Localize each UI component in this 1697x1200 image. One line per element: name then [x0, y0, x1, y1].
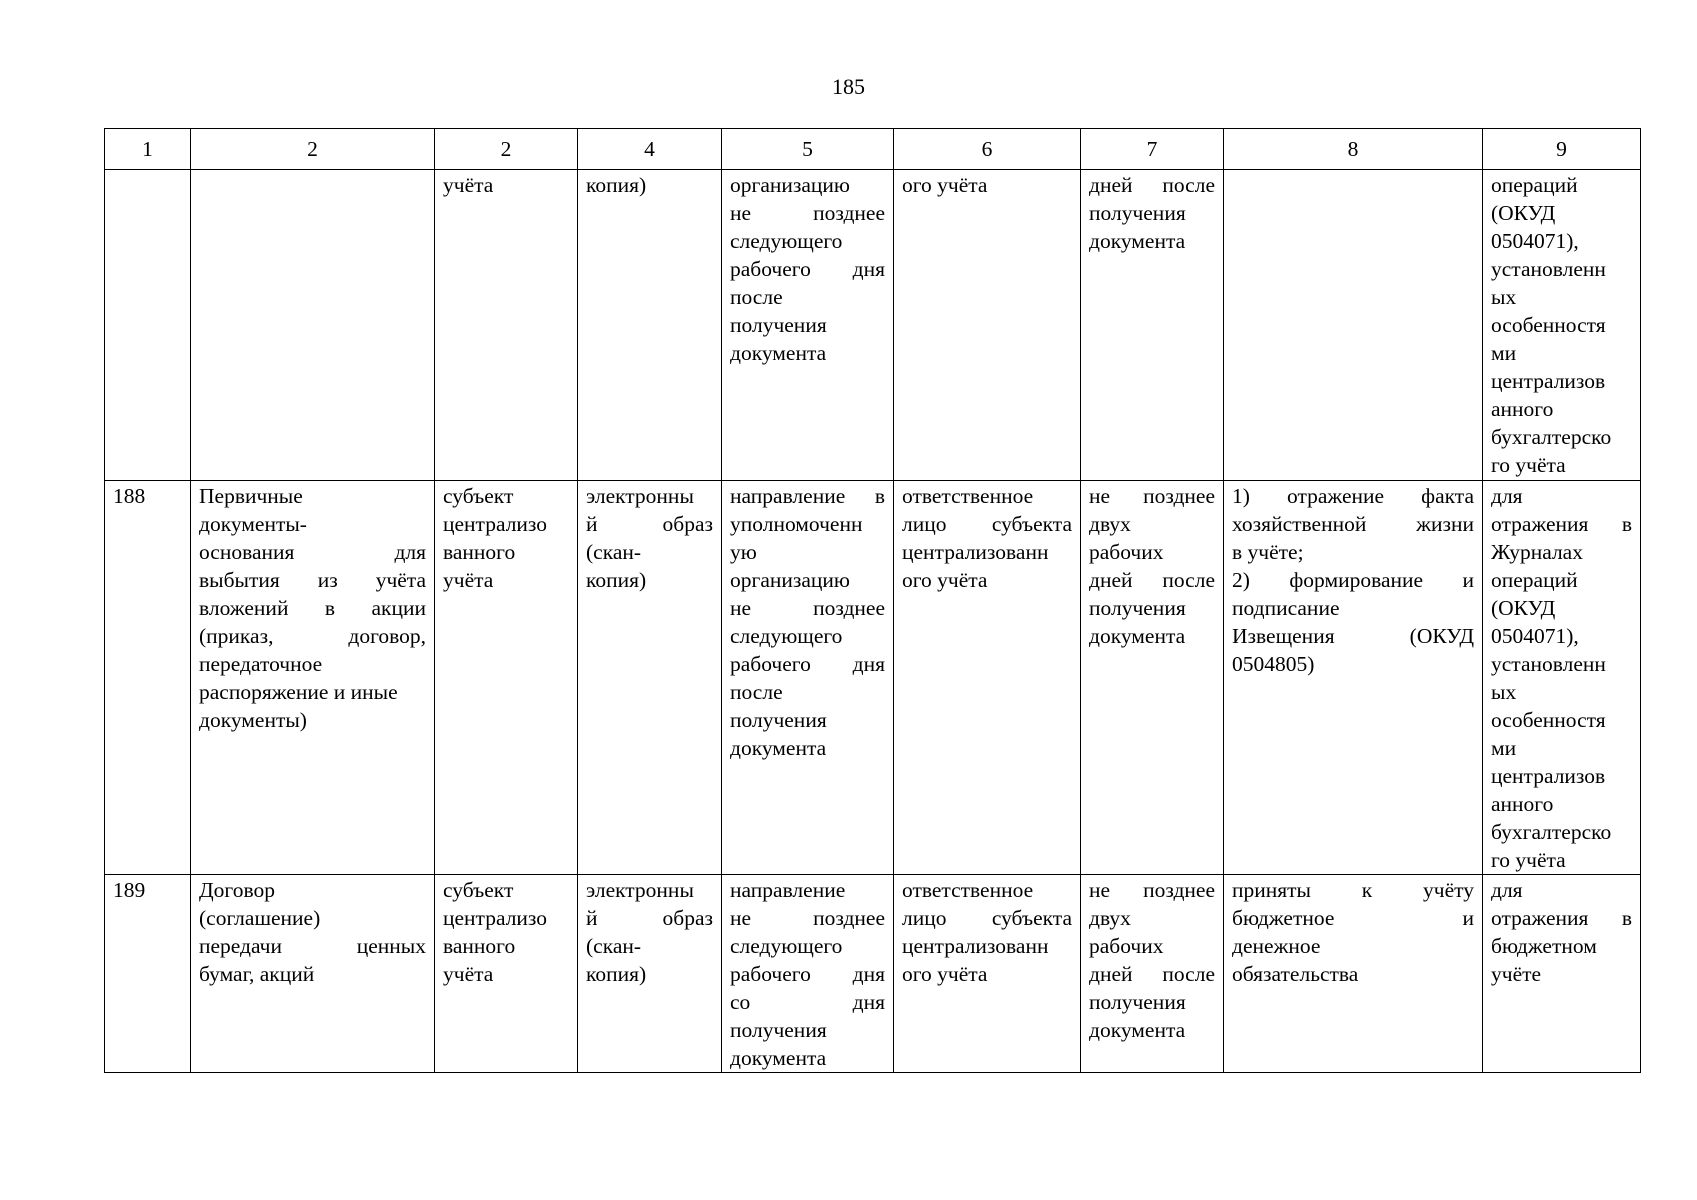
cell-text-line: ответственное: [902, 484, 1034, 508]
cell-text-line: операций: [1491, 568, 1578, 592]
cell-text-line: бухгалтерско: [1491, 820, 1612, 844]
table-cell: [105, 875, 191, 1073]
cell-text-line: двух: [1089, 512, 1131, 536]
table-header-row: [105, 129, 1641, 170]
cell-text-line: 1) отражение факта: [1232, 484, 1474, 508]
cell-text-line: документа: [1089, 229, 1186, 253]
cell-text-line: документа: [730, 1046, 827, 1070]
cell-text-line: учёта: [443, 173, 494, 197]
cell-text-line: документа: [730, 341, 827, 365]
cell-text-line: электронны: [586, 484, 694, 508]
cell-text-line: после: [730, 285, 783, 309]
cell-text-line: анного: [1491, 792, 1554, 816]
table-row: [105, 170, 1641, 481]
cell-text-line: ого учёта: [902, 568, 988, 592]
cell-text-line: лицо субъекта: [902, 512, 1072, 536]
cell-text-line: Журналах: [1491, 540, 1583, 564]
cell-text-line: обязательства: [1232, 962, 1359, 986]
table-cell: [191, 170, 435, 481]
table-cell: [1483, 170, 1641, 481]
table-cell: [578, 481, 722, 875]
cell-text-line: вложений в акции: [199, 596, 426, 620]
cell-text-line: централизов: [1491, 764, 1606, 788]
cell-text-line: получения: [730, 313, 827, 337]
cell-text-line: установленн: [1491, 257, 1606, 281]
table-cell: [1081, 481, 1224, 875]
cell-text-line: не позднее: [730, 596, 885, 620]
table-cell: [435, 170, 578, 481]
cell-text-line: централизов: [1491, 369, 1606, 393]
table-cell: [894, 875, 1081, 1073]
cell-text-line: 0504071),: [1491, 229, 1579, 253]
cell-text-line: субъект: [443, 484, 514, 508]
cell-text-line: не позднее: [1089, 484, 1215, 508]
table-cell: [191, 481, 435, 875]
table-row: [105, 481, 1641, 875]
cell-text-line: подписание: [1232, 596, 1340, 620]
cell-text-line: получения: [730, 708, 827, 732]
table-cell: [105, 170, 191, 481]
cell-text-line: централизо: [443, 906, 548, 930]
column-header: 8: [1224, 129, 1483, 170]
cell-text-line: копия): [586, 962, 647, 986]
cell-text-line: особенностя: [1491, 708, 1606, 732]
cell-text-line: учёта: [443, 568, 494, 592]
table-row: [105, 875, 1641, 1073]
cell-text-line: й образ: [586, 512, 713, 536]
cell-text-line: копия): [586, 173, 647, 197]
cell-text-line: 188: [113, 484, 146, 508]
cell-text-line: хозяйственной жизни: [1232, 512, 1474, 536]
cell-text-line: анного: [1491, 397, 1554, 421]
cell-text-line: выбытия из учёта: [199, 568, 426, 592]
column-header: 6: [894, 129, 1081, 170]
page-number: 185: [832, 74, 865, 99]
cell-text-line: направление в: [730, 484, 885, 508]
column-header: 9: [1483, 129, 1641, 170]
cell-text-line: централизованн: [902, 934, 1049, 958]
cell-text-line: дней после: [1089, 568, 1215, 592]
cell-text-line: получения: [1089, 990, 1186, 1014]
cell-text-line: бухгалтерско: [1491, 425, 1612, 449]
table-cell: [105, 481, 191, 875]
cell-text-line: не позднее: [1089, 878, 1215, 902]
cell-text-line: уполномоченн: [730, 512, 863, 536]
column-header: 2: [191, 129, 435, 170]
cell-text-line: передаточное: [199, 652, 323, 676]
table-cell: [1483, 875, 1641, 1073]
cell-text-line: (ОКУД: [1491, 596, 1556, 620]
cell-text-line: со дня: [730, 990, 885, 1014]
column-header: 1: [105, 129, 191, 170]
cell-text-line: получения: [730, 1018, 827, 1042]
cell-text-line: получения: [1089, 201, 1186, 225]
cell-text-line: документа: [1089, 624, 1186, 648]
cell-text-line: приняты к учёту: [1232, 878, 1474, 902]
cell-text-line: (приказ, договор,: [199, 624, 426, 648]
cell-text-line: рабочего дня: [730, 257, 885, 281]
cell-text-line: 0504805): [1232, 652, 1315, 676]
cell-text-line: й образ: [586, 906, 713, 930]
table-cell: [1081, 170, 1224, 481]
column-header: 2: [435, 129, 578, 170]
cell-text-line: не позднее: [730, 201, 885, 225]
cell-text-line: 0504071),: [1491, 624, 1579, 648]
table-cell: [722, 875, 894, 1073]
cell-text-line: передачи ценных: [199, 934, 426, 958]
table-cell: [1081, 875, 1224, 1073]
table-cell: [435, 875, 578, 1073]
cell-text-line: направление: [730, 878, 846, 902]
cell-text-line: (ОКУД: [1491, 201, 1556, 225]
cell-text-line: (соглашение): [199, 906, 321, 930]
table-cell: [578, 875, 722, 1073]
cell-text-line: бумаг, акций: [199, 962, 315, 986]
table-cell: [894, 481, 1081, 875]
cell-text-line: особенностя: [1491, 313, 1606, 337]
cell-text-line: рабочих: [1089, 540, 1164, 564]
cell-text-line: организацию: [730, 173, 850, 197]
cell-text-line: ых: [1491, 680, 1517, 704]
cell-text-line: получения: [1089, 596, 1186, 620]
cell-text-line: ого учёта: [902, 962, 988, 986]
cell-text-line: дней после: [1089, 962, 1215, 986]
cell-text-line: в учёте;: [1232, 540, 1304, 564]
cell-text-line: 189: [113, 878, 146, 902]
table-cell: [191, 875, 435, 1073]
cell-text-line: го учёта: [1491, 453, 1566, 477]
table-cell: [1483, 481, 1641, 875]
cell-text-line: не позднее: [730, 906, 885, 930]
cell-text-line: для: [1491, 484, 1523, 508]
cell-text-line: отражения в: [1491, 906, 1632, 930]
cell-text-line: денежное: [1232, 934, 1321, 958]
cell-text-line: рабочих: [1089, 934, 1164, 958]
cell-text-line: двух: [1089, 906, 1131, 930]
table-cell: [1224, 170, 1483, 481]
cell-text-line: для: [1491, 878, 1523, 902]
cell-text-line: (скан-: [586, 540, 642, 564]
cell-text-line: следующего: [730, 229, 843, 253]
cell-text-line: ми: [1491, 341, 1517, 365]
column-header: 5: [722, 129, 894, 170]
table-cell: [1224, 481, 1483, 875]
cell-text-line: документа: [1089, 1018, 1186, 1042]
cell-text-line: бюджетном: [1491, 934, 1597, 958]
column-header: 4: [578, 129, 722, 170]
table-cell: [722, 481, 894, 875]
cell-text-line: копия): [586, 568, 647, 592]
cell-text-line: организацию: [730, 568, 850, 592]
cell-text-line: учёте: [1491, 962, 1542, 986]
cell-text-line: 2) формирование и: [1232, 568, 1474, 592]
cell-text-line: ых: [1491, 285, 1517, 309]
cell-text-line: централизо: [443, 512, 548, 536]
cell-text-line: ванного: [443, 540, 516, 564]
cell-text-line: лицо субъекта: [902, 906, 1072, 930]
cell-text-line: рабочего дня: [730, 652, 885, 676]
cell-text-line: отражения в: [1491, 512, 1632, 536]
cell-text-line: распоряжение и иные: [199, 680, 398, 704]
table-cell: [894, 170, 1081, 481]
cell-text-line: централизованн: [902, 540, 1049, 564]
cell-text-line: Договор: [199, 878, 275, 902]
table-cell: [435, 481, 578, 875]
cell-text-line: дней после: [1089, 173, 1215, 197]
column-header: 7: [1081, 129, 1224, 170]
cell-text-line: ответственное: [902, 878, 1034, 902]
cell-text-line: ую: [730, 540, 757, 564]
cell-text-line: документы): [199, 708, 307, 732]
cell-text-line: учёта: [443, 962, 494, 986]
cell-text-line: ого учёта: [902, 173, 988, 197]
cell-text-line: субъект: [443, 878, 514, 902]
cell-text-line: го учёта: [1491, 848, 1566, 872]
cell-text-line: следующего: [730, 934, 843, 958]
cell-text-line: следующего: [730, 624, 843, 648]
cell-text-line: бюджетное и: [1232, 906, 1474, 930]
table-cell: [722, 170, 894, 481]
cell-text-line: основания для: [199, 540, 426, 564]
table-cell: [1224, 875, 1483, 1073]
cell-text-line: электронны: [586, 878, 694, 902]
cell-text-line: документа: [730, 736, 827, 760]
document-table: [104, 128, 1641, 1073]
cell-text-line: Извещения (ОКУД: [1232, 624, 1474, 648]
cell-text-line: ванного: [443, 934, 516, 958]
cell-text-line: рабочего дня: [730, 962, 885, 986]
cell-text-line: документы-: [199, 512, 307, 536]
cell-text-line: (скан-: [586, 934, 642, 958]
cell-text-line: после: [730, 680, 783, 704]
cell-text-line: ми: [1491, 736, 1517, 760]
table-cell: [578, 170, 722, 481]
cell-text-line: операций: [1491, 173, 1578, 197]
cell-text-line: установленн: [1491, 652, 1606, 676]
cell-text-line: Первичные: [199, 484, 303, 508]
